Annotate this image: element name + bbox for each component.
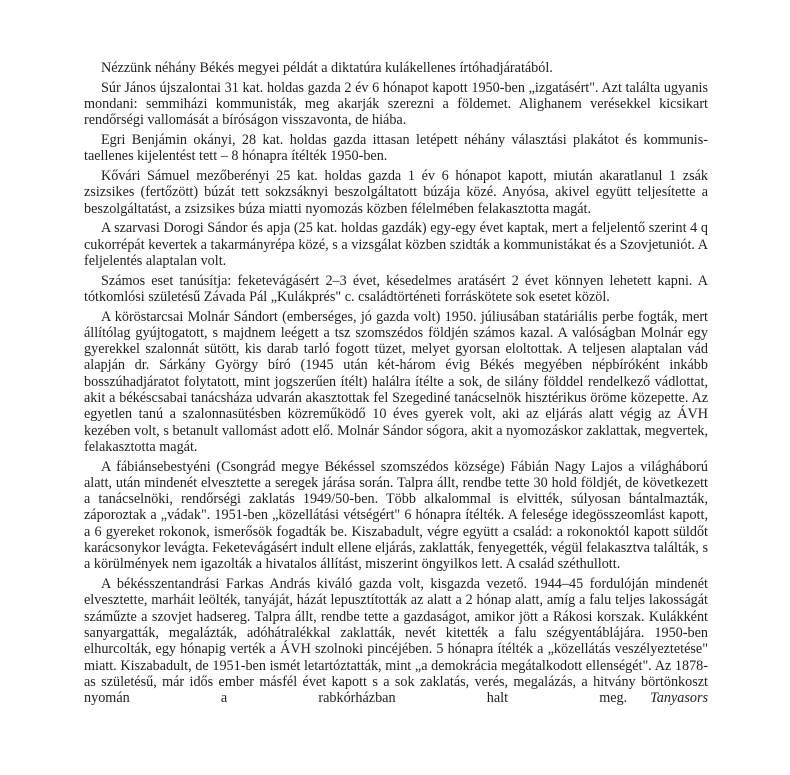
paragraph-molnar-sandor: A köröstarcsai Molnár Sándort (emberséges, jó gazda volt) 1950. júliusában statáriális perbe fogták, mert állítólag gyújtogatott, s majdnem leégett a tsz szomszédos földjén számos kazal. A valóságban Molnár egy gyerekkel szalonnát sütött, kis darab tarló fogott tüzet, melyet gyorsan eloltottak. A teljesen alaptalan vád alapján dr. Sárkány György bíró (1945 után két-három évig Békés megyében népbíróként inkább bosszúhadjáratot folytatott, mint jogszerűen ítélt) halálra ítélte a sok, de silány földdel rendelkező vádlottat, akit a békéscsabai tanácsháza udvarán akasztottak fel Szegediné tanácselnök hisztérikus öröme közepette. Az egyetlen tanú a szalonnasütésben közreműködő 10 éves gyerek volt, aki az eljárás alatt végig az ÁVH kezében volt, s betanult vallomást adott elő. Molnár Sándor sógora, akit a nyomozáskor zaklattak, megvertek, felakasztotta magát. — [84, 308, 708, 455]
paragraph-kovari-samuel: Kővári Sámuel mezőberényi 25 kat. holdas gazda 1 év 6 hónapot kapott, miután akaratlanul 1 zsák zsizsikes (fertőzött) búzát tett sokzsáknyi beszolgáltatott búzája közé. Anyósa, akivel együtt teljesítette a beszolgáltatást, a zsizsikes búza miatti nyomozás közben félelmében felakasztotta magát. — [84, 167, 708, 217]
paragraph-farkas-andras — [84, 576, 708, 706]
signature: Tanyasors — [650, 690, 708, 707]
document-page — [84, 60, 708, 710]
paragraph-fabian-nagy-lajos: A fábiánsebestyéni (Csongrád megye Békéssel szomszédos községe) Fábián Nagy Lajos a világháború alatt, után mindenét elvesztette a seregek járása során. Talpra állt, rendbe tette 30 hold földjét, de következett a tanácselnöki, rendőrségi zaklatás 1949/50-ben. Több alkalommal is elvitték, súlyosan bántalmazták, záporoztak a „vádak". 1951-ben „közellátási vétségért" 6 hónapra ítélték. A felesége idegösszeomlást kapott, a 6 gyereket rokonok, ismerősök fogadták be. Kiszabadult, végre együtt a család: a rokonoktól kapott süldőt karácsonykor levágta. Feketevágásért indult ellene eljárás, zaklatták, fenyegették, végül felakasztva találták, s a körülmények nem igazolták a hivatalos állítást, miszerint öngyilkos lett. A család széthullott. — [84, 458, 708, 573]
paragraph-intro: Nézzünk néhány Békés megyei példát a diktatúra kulákellenes írtóhadjáratából. — [101, 60, 553, 76]
paragraph-sur-janos: Súr János újszalontai 31 kat. holdas gazda 2 év 6 hónapot kapott 1950-ben „izgatásért". Azt találta ugyanis mondani: semmiházi kommunisták, meg akarják szerezni a földemet. Alighanem verésekkel kicsikart rendőrségi vallomását a bíróságon visszavonta, de hiába. — [84, 79, 708, 129]
paragraph-szamos-eset: Számos eset tanúsítja: feketevágásért 2–3 évet, késedelmes aratásért 2 évet könnyen lehetett kapni. A tótkomlósi születésű Závada Pál „Kulákprés" c. családtörténeti forráskötete sok esetet közöl. — [84, 272, 708, 305]
paragraph-egri-benjamin: Egri Benjámin okányi, 28 kat. holdas gazda ittasan letépett néhány választási plakátot és kommunistaellenes kijelentést tett – 8 hónapra ítélték 1950-ben. — [84, 131, 708, 165]
paragraph-dorogi-sandor: A szarvasi Dorogi Sándor és apja (25 kat. holdas gazdák) egy-egy évet kaptak, mert a feljelentő szerint 4 q cukorrépát kevertek a takarmányrépa közé, s a vizsgálat közben szidták a kommunistákat és a Szovjetuniót. A feljelentés alaptalan volt. — [84, 220, 708, 269]
paragraph-farkas-andras-text: A békésszentandrási Farkas András kiváló gazda volt, kisgazda vezető. 1944–45 fordulóján mindenét elvesztette, marháit leölték, tanyáját, házát lepusztították az alatt a 2 hónap alatt, amíg a falu teljes lakosságát száműzte a szovjet hadsereg. Talpra állt, rendbe tette a gazdaságot, amikor jött a Rákosi korszak. Kulákként sanyargatták, megalázták, adóhátralékkal zaklatták, nevét kitették a falu szégyentáblájára. 1950-ben elhurcolták, egy hónapig verték a ÁVH szolnoki pincéjében. 5 hónapra ítélték a „közellátás veszélyeztetése" miatt. Kiszabadult, de 1951-ben ismét letartóztatták, mint „a demokrácia megátalkodott ellenségét". Az 1878-as születésű, már idős ember másfél évet kapott s a sok zaklatás, verés, megalázás, a hitvány börtönkoszt nyomán a rabkórházban halt meg. — [84, 576, 708, 707]
